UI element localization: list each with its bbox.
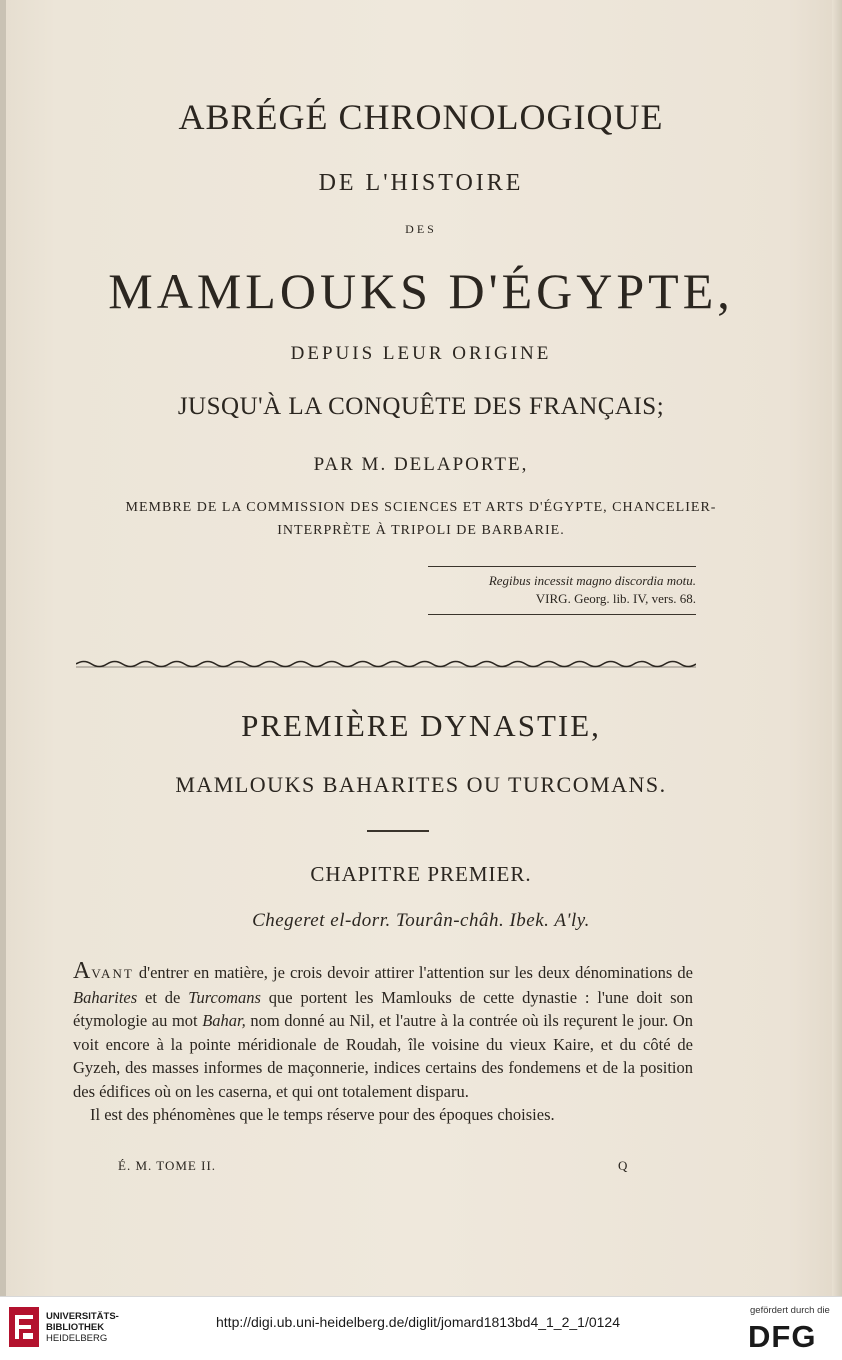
drop-cap: A (73, 958, 92, 984)
viewer-footer-bar (0, 1296, 842, 1360)
section-heading: PREMIÈRE DYNASTIE, (241, 708, 601, 743)
term-baharites: Baharites (73, 987, 138, 1007)
term-bahar: Bahar, (202, 1011, 246, 1030)
author-affiliation-1: MEMBRE DE LA COMMISSION DES SCIENCES ET ARTS D'ÉGYPTE, CHANCELIER- (125, 500, 717, 515)
title-line-3: DES (405, 222, 437, 236)
chapter-rule (367, 830, 429, 832)
title-line-5: DEPUIS LEUR ORIGINE (290, 343, 552, 364)
paragraph-1-text-d: nom donné au Nil, et l'autre à la contrée où ils reçurent le jour. On voit encore à la pointe méridionale de Roudah, île voisine du vieux Kaire, et du côté de Gyzeh, des masses informes de maçonnerie, indices certains des fondemens et de la position des édifices où on les caserna, et qui ont totalement disparu. (73, 1011, 693, 1101)
ornamental-divider (76, 657, 696, 671)
paragraph-1-text-a: d'entrer en matière, je crois devoir attirer l'attention sur les deux dénominations de (133, 963, 693, 982)
title-line-2: DE L'HISTOIRE (318, 170, 524, 196)
university-library-logo-icon[interactable] (9, 1307, 39, 1347)
library-name-line-3: HEIDELBERG (46, 1333, 108, 1344)
chapter-title: CHAPITRE PREMIER. (310, 862, 532, 886)
author-line: PAR M. DELAPORTE, (313, 454, 529, 475)
epigraph-quote: Regibus incessit magno discordia motu. (488, 573, 696, 588)
main-title: MAMLOUKS D'ÉGYPTE, (108, 263, 734, 319)
term-turcomans: Turcomans (188, 987, 261, 1007)
paragraph-1-text-b: et de (137, 987, 189, 1007)
library-name-line-2: BIBLIOTHEK (46, 1322, 105, 1333)
chapter-subtitle: Chegeret el-dorr. Tourân-châh. Ibek. A'ly. (252, 910, 590, 931)
paragraph-2: Il est des phénomènes que le temps réserve pour des époques choisies. (90, 1105, 555, 1124)
permalink-url[interactable]: http://digi.ub.uni-heidelberg.de/diglit/jomard1813bd4_1_2_1/0124 (216, 1314, 620, 1330)
author-affiliation-2: INTERPRÈTE À TRIPOLI DE BARBARIE. (277, 523, 565, 538)
paragraph-1-text-c: que portent les Mamlouks de cette dynastie : l'une doit son étymologie au mot (73, 987, 693, 1030)
epigraph-citation: VIRG. Georg. lib. IV, vers. 68. (535, 591, 696, 606)
title-line-1: ABRÉGÉ CHRONOLOGIQUE (178, 97, 664, 137)
signature-mark: É. M. TOME II. (118, 1158, 217, 1173)
gathering-letter: Q (618, 1158, 628, 1173)
dfg-logo[interactable]: DFG (748, 1319, 817, 1354)
library-name-line-1: UNIVERSITÄTS- (46, 1311, 119, 1322)
title-line-6: JUSQU'À LA CONQUÊTE DES FRANÇAIS; (177, 393, 665, 420)
paragraph-1 (73, 960, 693, 1103)
section-subheading: MAMLOUKS BAHARITES OU TURCOMANS. (175, 772, 667, 797)
sponsor-label: gefördert durch die (750, 1305, 830, 1316)
body-text (73, 960, 693, 1127)
epigraph-rule-bottom (428, 614, 696, 615)
opening-word: VANT (91, 966, 134, 981)
library-name[interactable] (46, 1311, 119, 1344)
epigraph-rule-top (428, 566, 696, 567)
